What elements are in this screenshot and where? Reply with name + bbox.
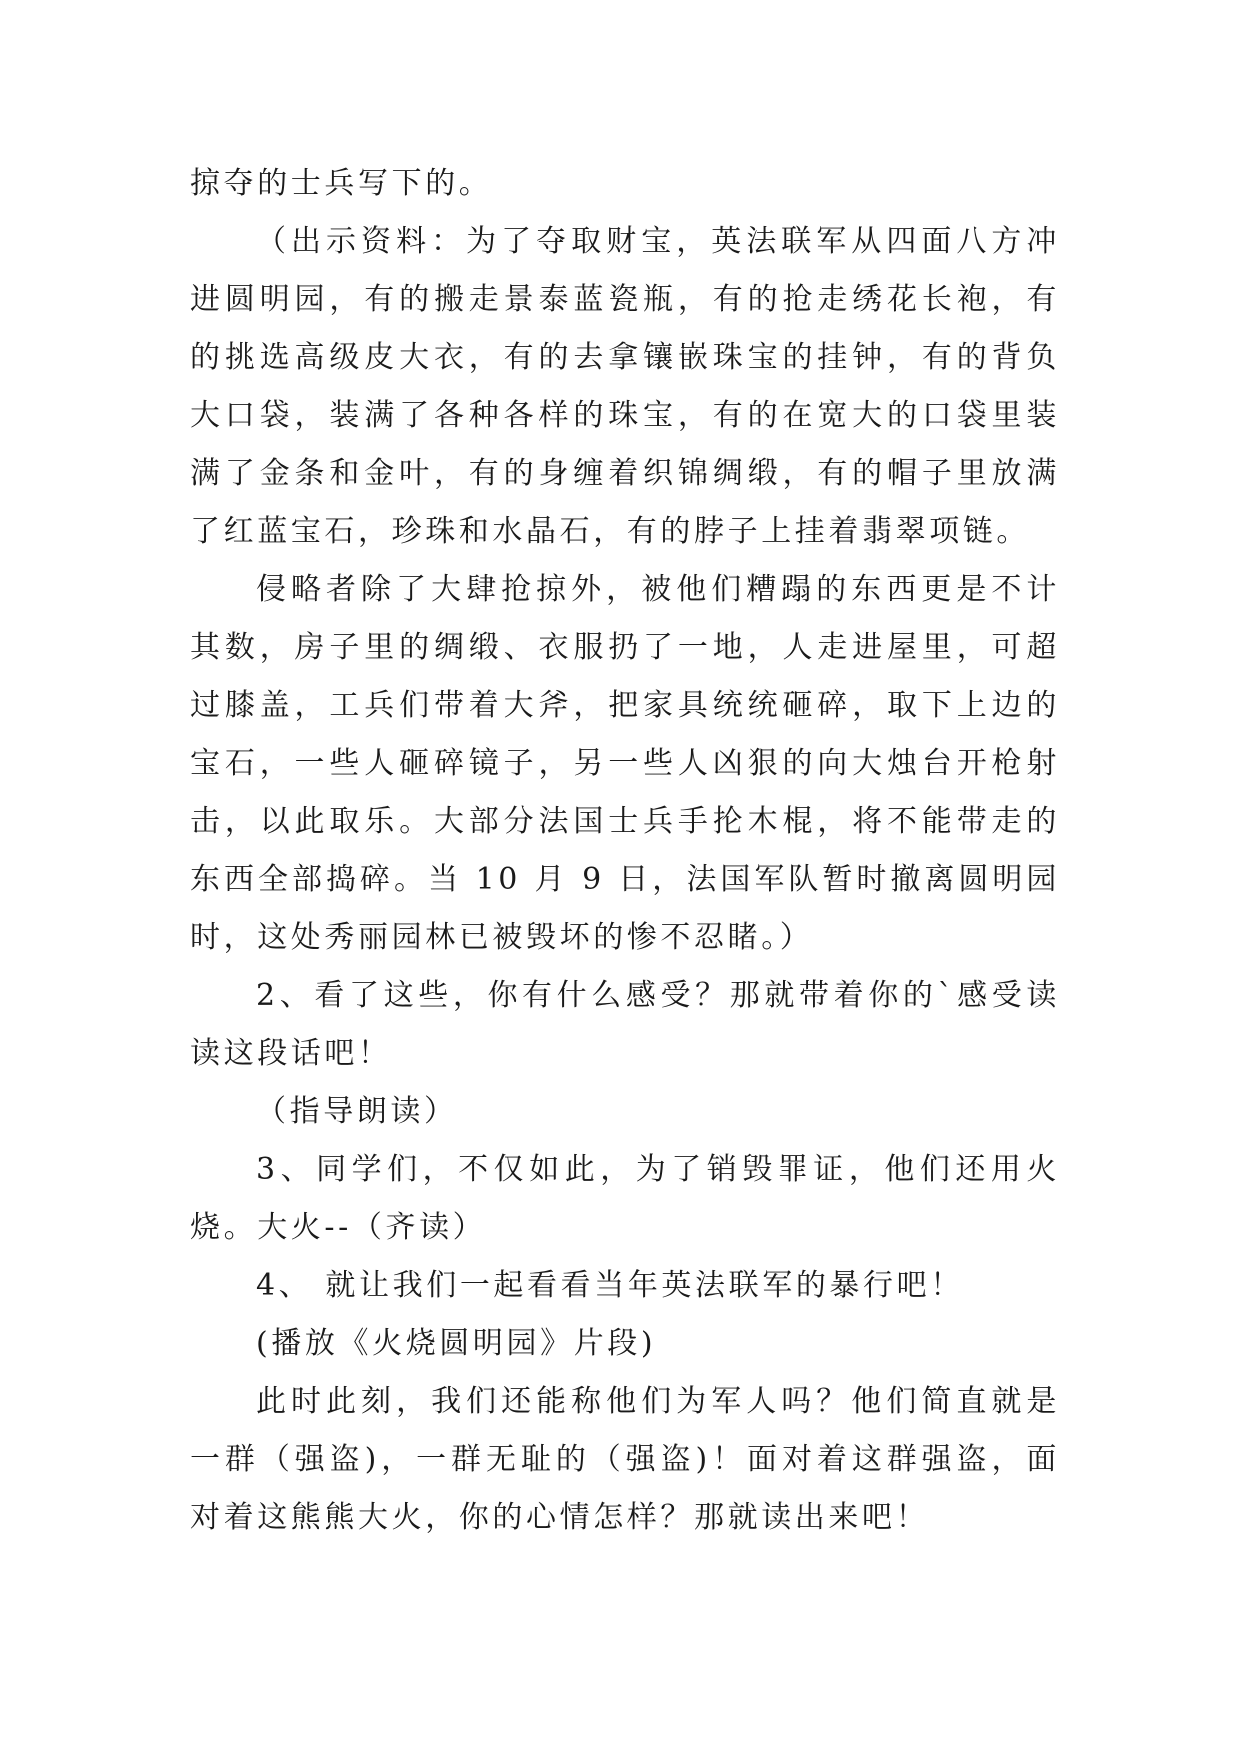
paragraph-8: (播放《火烧圆明园》片段) (256, 1326, 657, 1361)
document-body (190, 155, 1060, 1547)
paragraph-9: 此时此刻，我们还能称他们为军人吗？他们简直就是一群（强盗)，一群无耻的（强盗)！面对着这群强盗，面对着这熊熊大火，你的心情怎样？那就读出来吧！ (190, 1384, 1060, 1535)
paragraph-6: 3、同学们，不仅如此，为了销毁罪证，他们还用火烧。大火--（齐读） (190, 1152, 1060, 1245)
paragraph-2: （出示资料：为了夺取财宝，英法联军从四面八方冲进圆明园，有的搬走景泰蓝瓷瓶，有的抢走绣花长袍，有的挑选高级皮大衣，有的去拿镶嵌珠宝的挂钟，有的背负大口袋，装满了各种各样的珠宝，有的在宽大的口袋里装满了金条和金叶，有的身缠着织锦绸缎，有的帽子里放满了红蓝宝石，珍珠和水晶石，有的脖子上挂着翡翠项链。 (190, 224, 1060, 549)
paragraph-3: 侵略者除了大肆抢掠外，被他们糟蹋的东西更是不计其数，房子里的绸缎、衣服扔了一地，人走进屋里，可超过膝盖，工兵们带着大斧，把家具统统砸碎，取下上边的宝石，一些人砸碎镜子，另一些人凶狠的向大烛台开枪射击，以此取乐。大部分法国士兵手抡木棍，将不能带走的东西全部捣碎。当 10 月 9 日，法国军队暂时撤离圆明园时，这处秀丽园林已被毁坏的惨不忍睹。） (190, 572, 1060, 955)
paragraph-5: （指导朗读） (256, 1094, 458, 1129)
paragraph-1: 掠夺的士兵写下的。 (190, 166, 493, 201)
paragraph-7: 4、 就让我们一起看看当年英法联军的暴行吧！ (256, 1268, 964, 1303)
paragraph-4: 2、看了这些，你有什么感受？那就带着你的`感受读读这段话吧！ (190, 978, 1060, 1071)
